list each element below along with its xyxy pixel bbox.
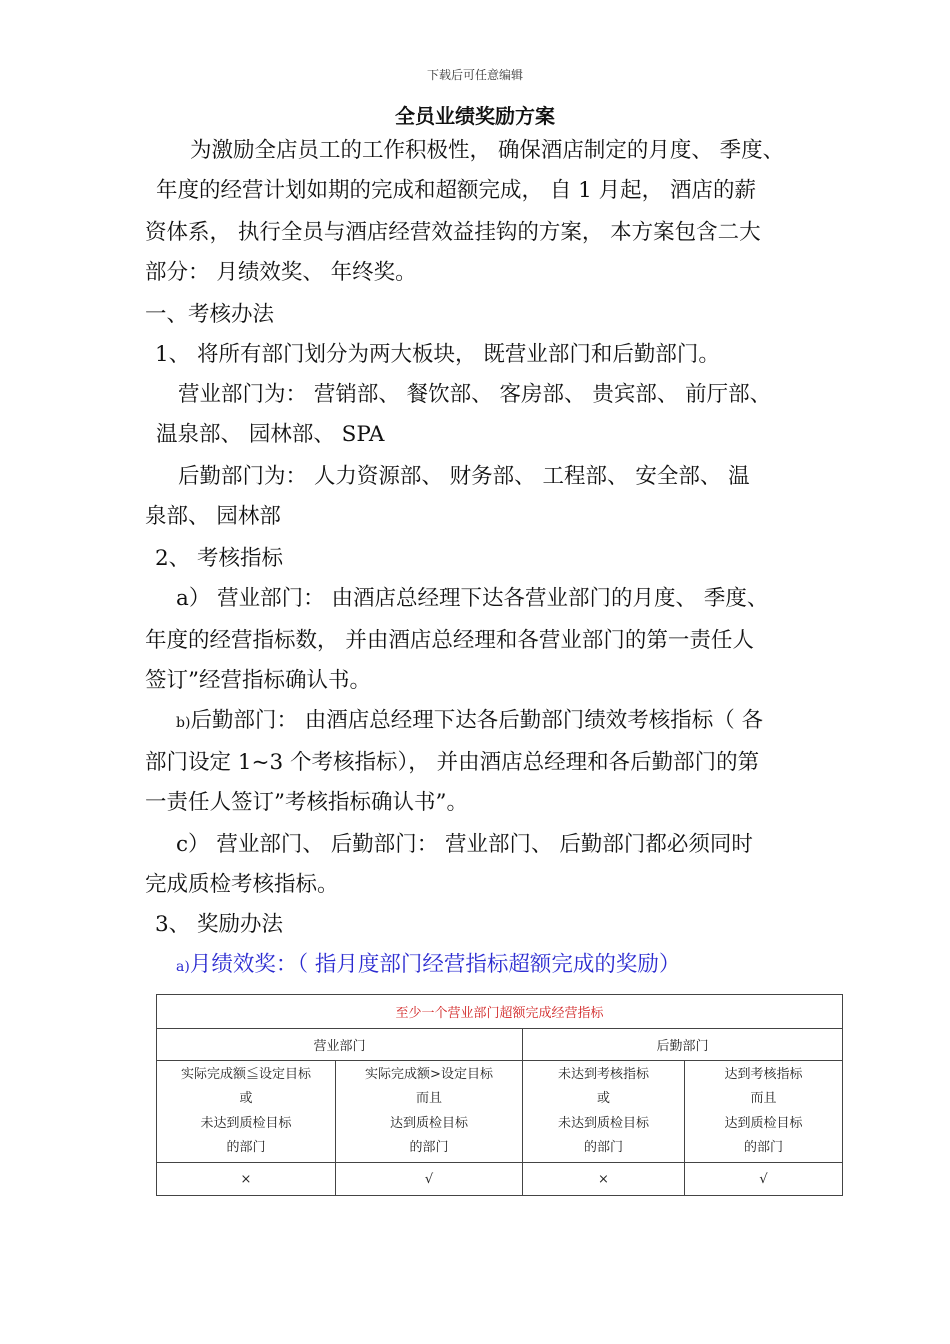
item-2b-line-2: 部门设定 1~3 个考核指标）， 并由酒店总经理和各后勤部门的第 — [145, 750, 760, 775]
section-heading-1: 一、考核办法 — [145, 302, 275, 327]
business-depts-line-2: 温泉部、 园林部、 SPA — [156, 422, 385, 447]
intro-line-1: 为激励全店员工的工作积极性， 确保酒店制定的月度、 季度、 — [190, 138, 785, 163]
cross-mark: × — [523, 1163, 685, 1196]
item-2b-text: 后勤部门： 由酒店总经理下达各后勤部门绩效考核指标（ 各 — [190, 708, 764, 733]
intro-line-4: 部分： 月绩效奖、 年终奖。 — [145, 260, 417, 285]
item-2a-line-3: 签订”经营指标确认书。 — [145, 668, 371, 693]
check-mark: √ — [685, 1163, 843, 1196]
item-1: 1、 将所有部门划分为两大板块， 既营业部门和后勤部门。 — [155, 342, 720, 367]
document-title: 全员业绩奖励方案 — [395, 104, 555, 128]
group-business: 营业部门 — [157, 1029, 523, 1061]
item-3a — [176, 950, 680, 982]
business-depts-line-1: 营业部门为： 营销部、 餐饮部、 客房部、 贵宾部、 前厅部、 — [178, 382, 772, 407]
item-3a-text: 月绩效奖：（ 指月度部门经营指标超额完成的奖励） — [189, 952, 681, 977]
item-2: 2、 考核指标 — [155, 546, 284, 571]
item-2c-line-2: 完成质检考核指标。 — [145, 872, 339, 897]
item-2b-prefix: b) — [176, 715, 191, 731]
page-header: 下载后可任意编辑 — [426, 68, 523, 82]
support-depts-line-2: 泉部、 园林部 — [145, 504, 281, 529]
item-2a-line-2: 年度的经营指标数， 并由酒店总经理和各营业部门的第一责任人 — [145, 628, 754, 653]
reward-table — [156, 994, 843, 1196]
item-3: 3、 奖励办法 — [155, 912, 284, 937]
condition-cell: 达到考核指标 而且 达到质检目标 的部门 — [685, 1061, 843, 1163]
item-3a-prefix: a) — [176, 959, 190, 975]
item-2a-line-1: a） 营业部门： 由酒店总经理下达各营业部门的月度、 季度、 — [176, 586, 769, 611]
condition-cell: 实际完成额≦设定目标 或 未达到质检目标 的部门 — [157, 1061, 336, 1163]
condition-cell: 实际完成额>设定目标 而且 达到质检目标 的部门 — [336, 1061, 523, 1163]
condition-cell: 未达到考核指标 或 未达到质检目标 的部门 — [523, 1061, 685, 1163]
item-2b-line-1 — [176, 706, 763, 738]
group-support: 后勤部门 — [523, 1029, 843, 1061]
support-depts-line-1: 后勤部门为： 人力资源部、 财务部、 工程部、 安全部、 温 — [178, 464, 750, 489]
table-header: 至少一个营业部门超额完成经营指标 — [157, 995, 843, 1029]
intro-line-2: 年度的经营计划如期的完成和超额完成， 自 1 月起， 酒店的薪 — [156, 178, 757, 203]
cross-mark: × — [157, 1163, 336, 1196]
intro-line-3: 资体系， 执行全员与酒店经营效益挂钩的方案， 本方案包含二大 — [145, 220, 761, 245]
item-2c-line-1: c） 营业部门、 后勤部门： 营业部门、 后勤部门都必须同时 — [176, 832, 753, 857]
check-mark: √ — [336, 1163, 523, 1196]
item-2b-line-3: 一责任人签订”考核指标确认书”。 — [145, 790, 468, 815]
